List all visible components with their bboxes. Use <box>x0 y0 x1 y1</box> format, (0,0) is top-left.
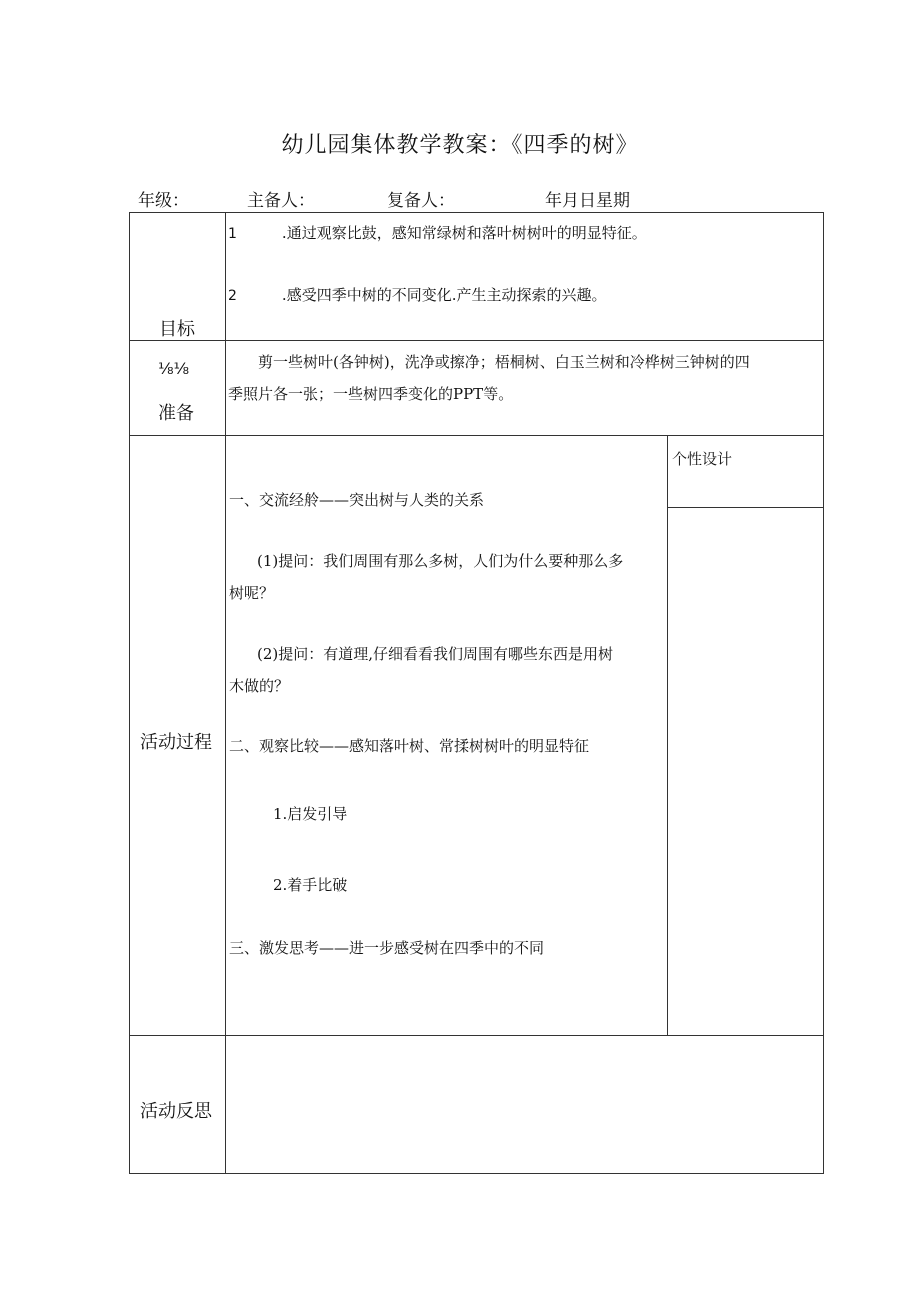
backup-preparer-label: 复备人： <box>387 191 455 211</box>
prep-label: 准备 <box>158 403 194 424</box>
question-1-line: (1)提问：我们周围有那么多树，人们为什么要种那么多 <box>257 552 624 570</box>
goal-number: 1 <box>228 226 237 242</box>
lesson-plan-table <box>129 212 824 1174</box>
process-label: 活动过程 <box>140 732 212 753</box>
question-1-line: 树呢？ <box>229 584 275 602</box>
goal-item <box>228 283 606 308</box>
design-column-divider <box>667 435 668 1035</box>
goals-label: 目标 <box>159 319 195 340</box>
goal-text: .通过观察比鼓，感知常绿树和落叶树树叶的明显特征。 <box>281 224 647 242</box>
process-section-3: 三、激发思考——进一步感受树在四季中的不同 <box>229 939 545 957</box>
personal-design-header: 个性设计 <box>672 450 733 468</box>
lead-preparer-label: 主备人： <box>247 191 315 211</box>
side-header-divider <box>667 507 823 508</box>
prep-text-line: 季照片各一张；一些树四季变化的PPT等。 <box>228 385 514 403</box>
process-step-1: 1.启发引导 <box>273 805 348 823</box>
date-label: 年月日星期 <box>545 191 630 211</box>
label-column-divider <box>225 213 226 1173</box>
process-section-1: 一、交流经舲——突出树与人类的关系 <box>229 491 485 509</box>
question-2-line: 木做的？ <box>229 677 290 695</box>
process-section-2: 二、观察比较——感知落叶树、常揉树树叶的明显特征 <box>229 737 590 755</box>
row-divider-prep <box>130 435 823 436</box>
goal-item <box>228 221 647 246</box>
reflection-label: 活动反思 <box>140 1101 212 1122</box>
page-title: 幼儿园集体教学教案：《四季的树》 <box>281 133 639 158</box>
prep-label-glyph: ⅛⅛ <box>158 359 190 378</box>
question-2-line: (2)提问：有道理,仔细看看我们周围有哪些东西是用树 <box>257 645 614 663</box>
goal-number: 2 <box>228 288 237 304</box>
process-step-2: 2.着手比破 <box>273 876 348 894</box>
row-divider-process <box>130 1035 823 1036</box>
grade-label: 年级： <box>138 191 189 211</box>
prep-text-line: 剪一些树叶(各钟树)，洗净或擦净；梧桐树、白玉兰树和冷桦树三钟树的四 <box>258 353 750 371</box>
goal-text: .感受四季中树的不同变化.产生主动探索的兴趣。 <box>281 286 607 304</box>
row-divider-goals <box>130 340 823 341</box>
